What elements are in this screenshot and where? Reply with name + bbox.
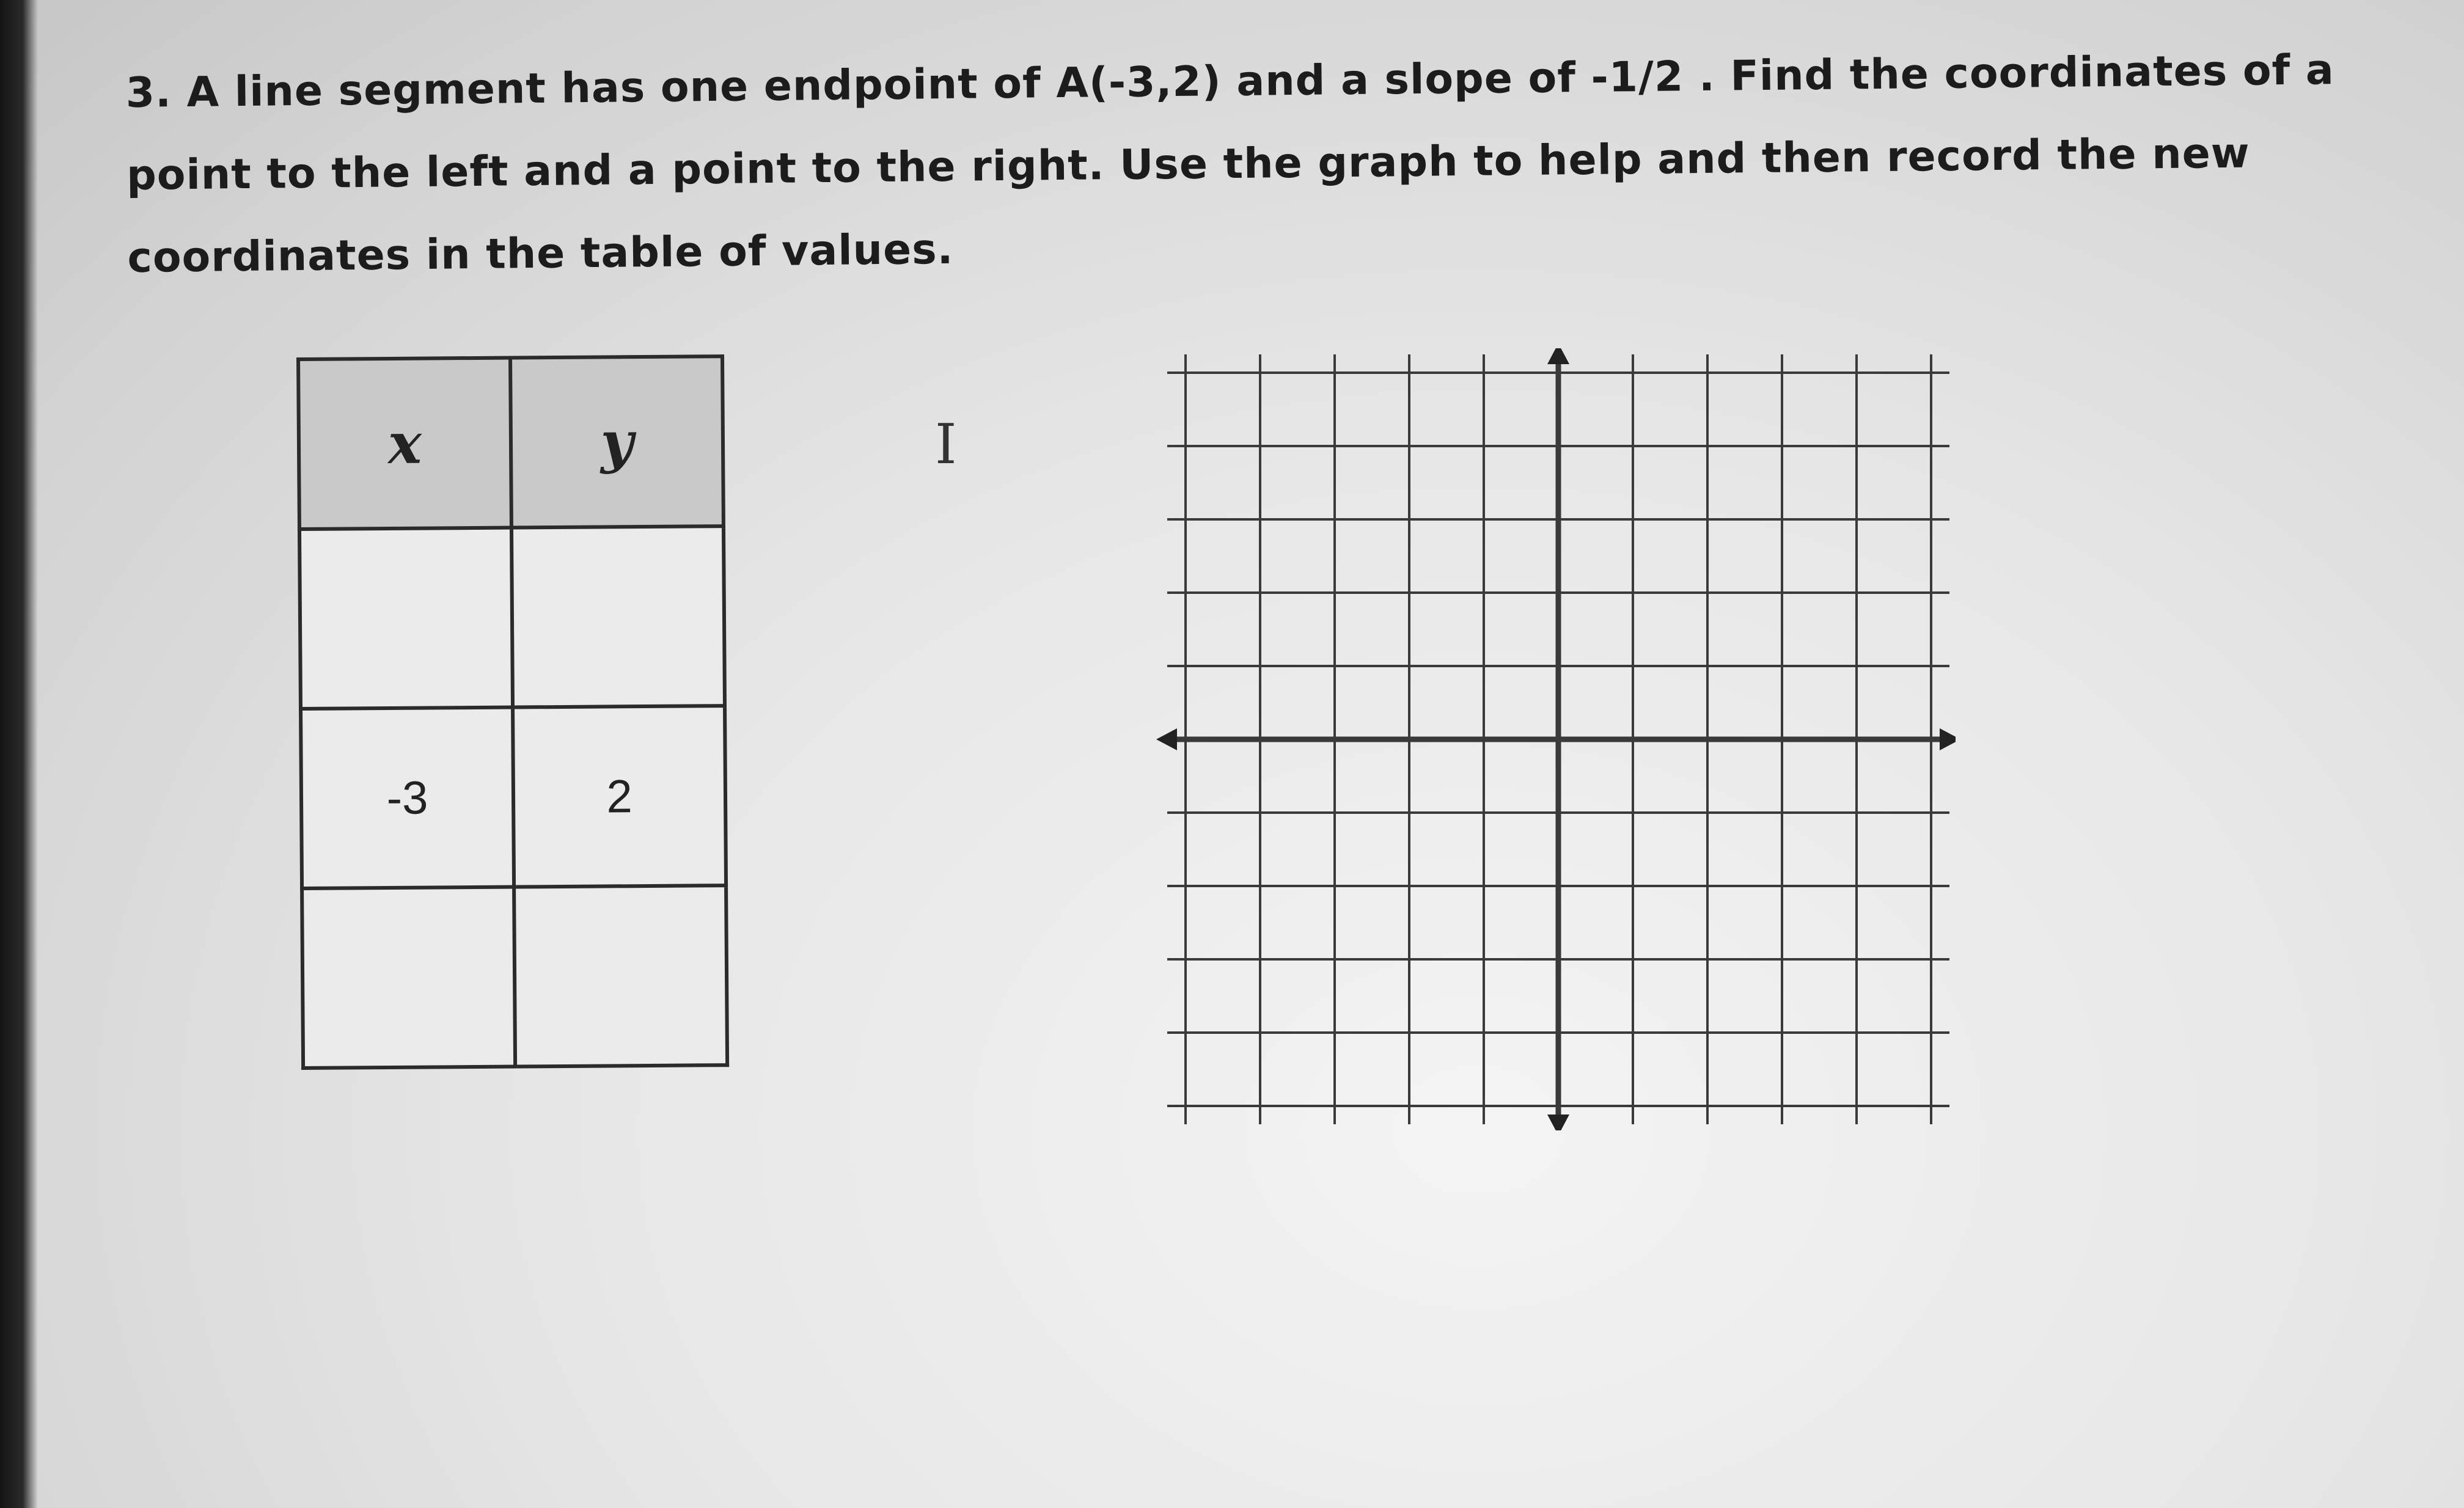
y-axis-arrow-down-icon (1547, 1115, 1569, 1130)
x-axis-arrow-left-icon (1156, 728, 1177, 750)
table-cell-y[interactable] (512, 526, 725, 707)
table-of-values (296, 354, 729, 1048)
table-row (301, 706, 726, 888)
table-cell-x[interactable] (302, 887, 515, 1068)
x-column-header: x (298, 358, 512, 529)
question-text: 3. A line segment has one endpoint of A(-3,2) and a slope of -1/2 . Find the coordinates of a point to the left and a point to the right. Use the graph to help and then record the new coordinates in the table of values. (125, 46, 2335, 282)
y-column-header: y (510, 356, 724, 527)
table-row (302, 885, 727, 1068)
text-cursor-icon: I (935, 412, 957, 477)
table-header-row (298, 356, 724, 529)
coordinate-grid[interactable] (1149, 348, 1956, 1130)
table-cell-y: 2 (513, 706, 726, 887)
table-cell-y[interactable] (514, 885, 727, 1066)
x-axis-arrow-right-icon (1940, 728, 1956, 750)
y-axis-arrow-up-icon (1547, 348, 1569, 364)
table-row (299, 526, 725, 709)
monitor-bezel (0, 0, 38, 1508)
table-cell-x[interactable] (299, 528, 513, 709)
table-cell-x: -3 (301, 708, 514, 888)
